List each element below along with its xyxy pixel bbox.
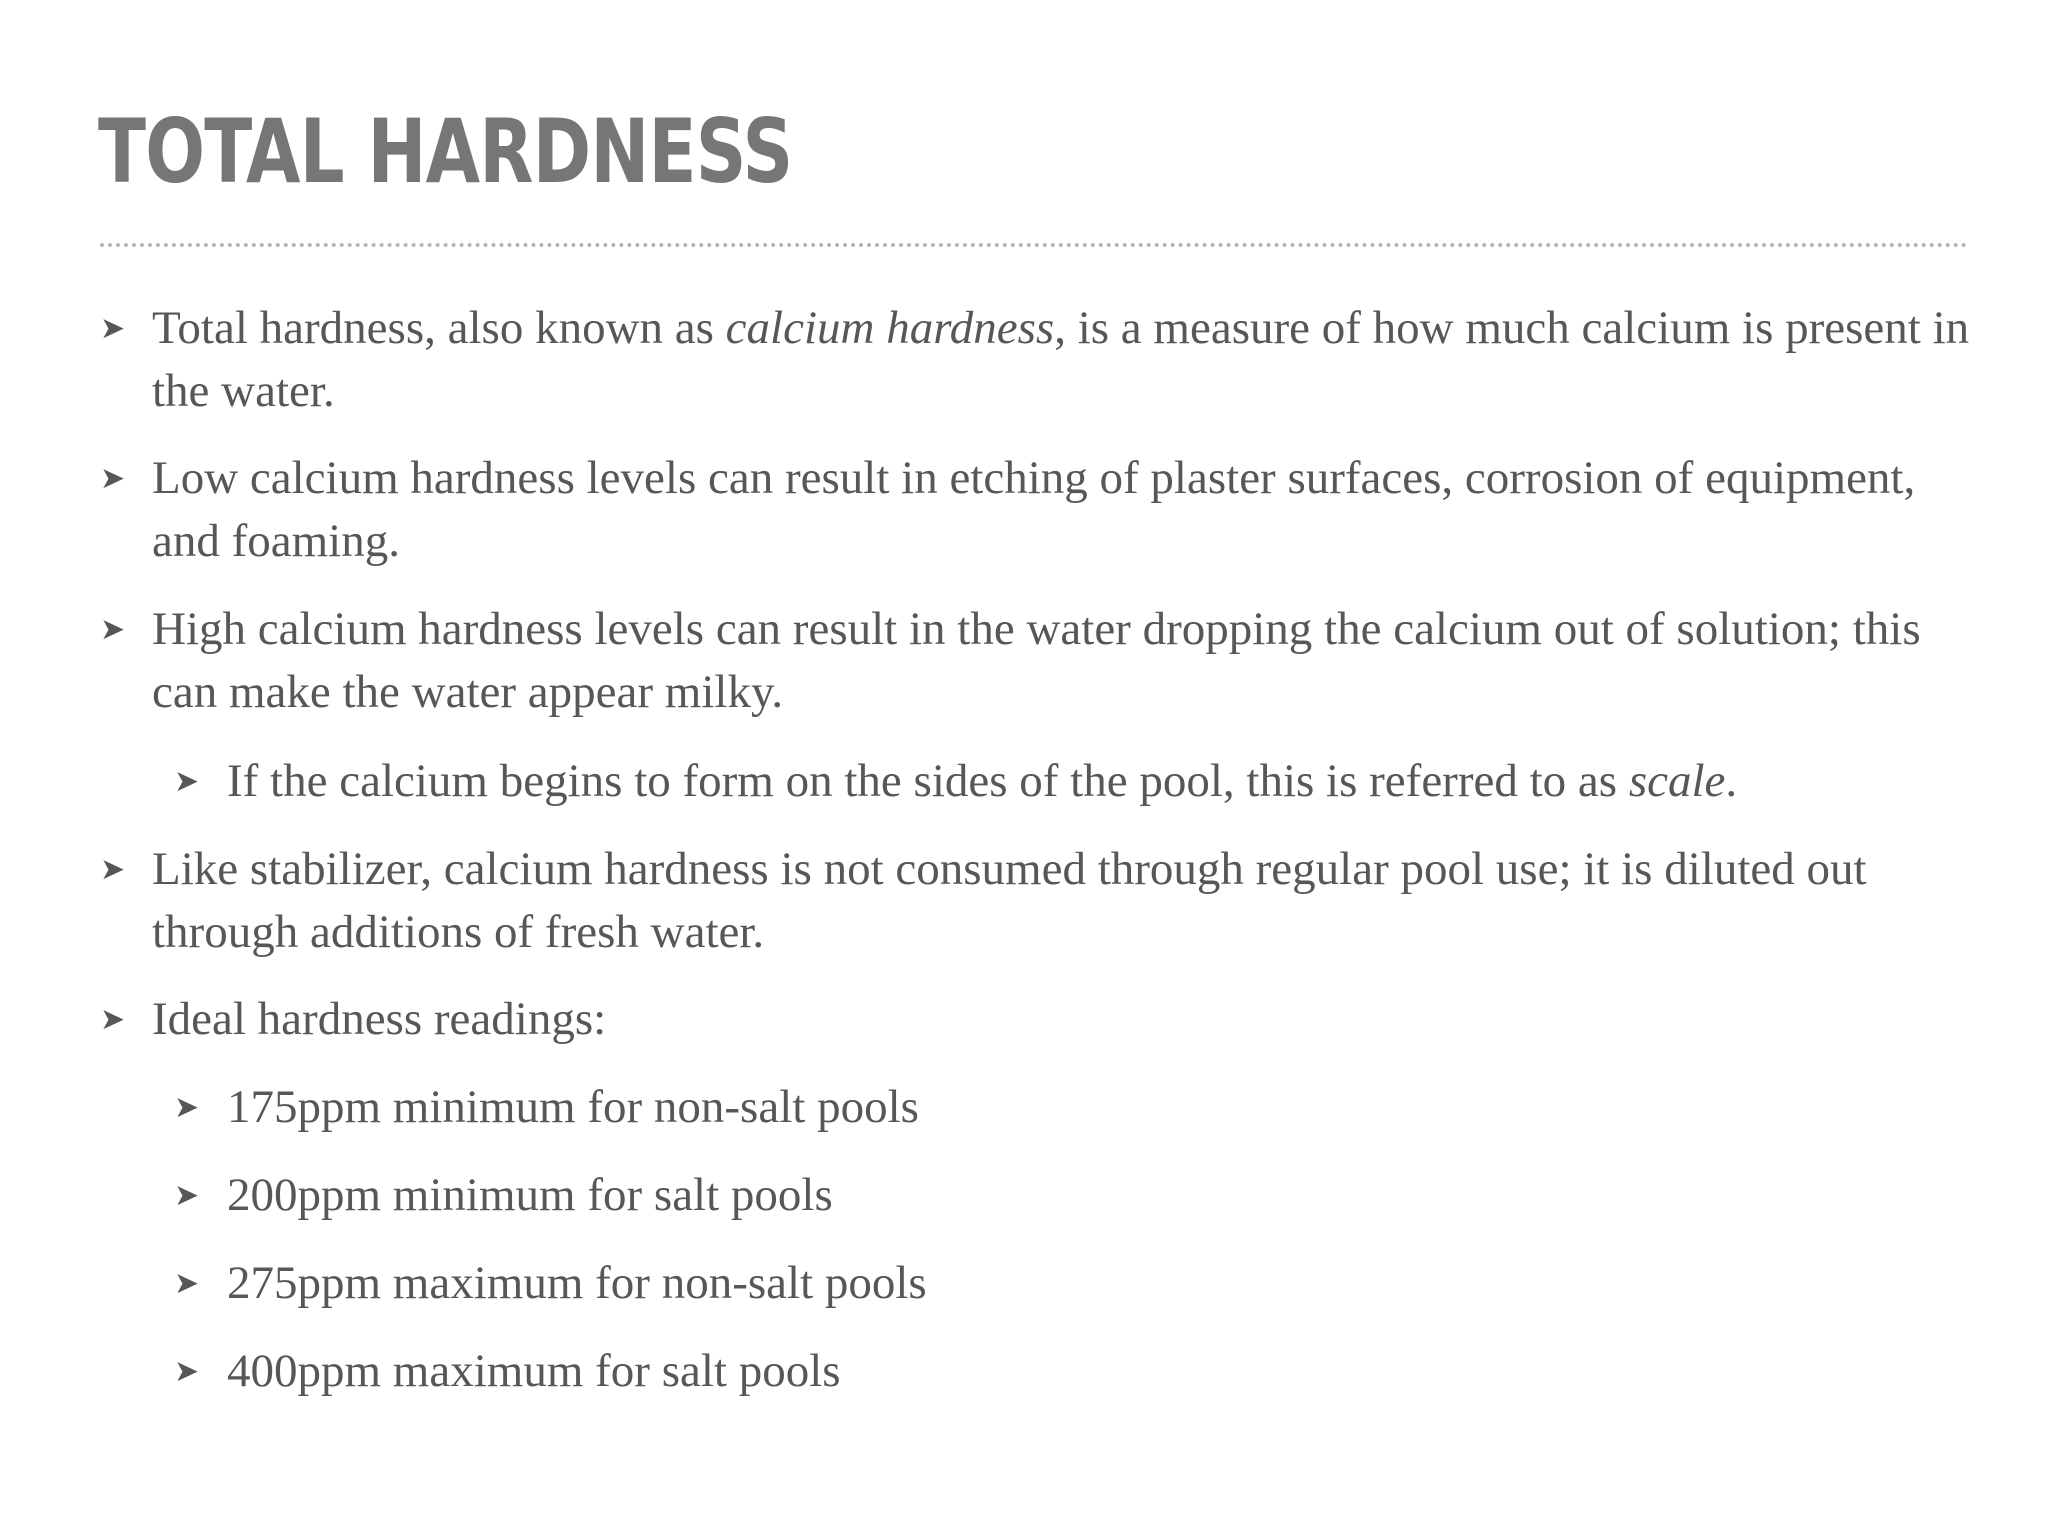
bullet-text-part: 275ppm maximum for non-salt pools [227,1257,927,1309]
arrowhead-bullet-icon: ➤ [174,1354,200,1389]
bullet-text-part: Total hardness, also known as [152,302,726,354]
title-dotted-divider [100,243,1968,247]
bullet-text-part: . [1725,755,1738,807]
bullet-item [100,447,1972,573]
bullet-text [227,1345,841,1397]
arrowhead-bullet-icon: ➤ [100,311,126,346]
bullet-text-part: Like stabilizer, calcium hardness is not consumed through regular pool use; it is diluted out through additions of fresh water. [152,843,1867,958]
sub-bullet-item [174,1252,1972,1315]
bullet-item [100,297,1972,423]
bullet-item [100,838,1972,964]
arrowhead-bullet-icon: ➤ [100,461,126,496]
bullet-text-part: If the calcium begins to form on the sides of the pool, this is referred to as [227,755,1629,807]
bullet-item [100,598,1972,724]
bullet-text-part: 400ppm maximum for salt pools [227,1345,841,1397]
arrowhead-bullet-icon: ➤ [100,1002,126,1037]
bullet-text [227,755,1737,807]
bullet-text [152,993,606,1045]
bullet-item [100,988,1972,1051]
bullet-text [152,302,1969,417]
bullet-text-italic: calcium hardness [725,302,1055,354]
arrowhead-bullet-icon: ➤ [174,764,200,799]
arrowhead-bullet-icon: ➤ [100,852,126,887]
arrowhead-bullet-icon: ➤ [174,1178,200,1213]
sub-bullet-item [174,750,1972,813]
bullet-text-part: 175ppm minimum for non-salt pools [227,1081,919,1133]
sub-bullet-item [174,1340,1972,1403]
bullet-text [227,1257,927,1309]
arrowhead-bullet-icon: ➤ [100,612,126,647]
bullet-text [227,1169,833,1221]
bullet-text [152,843,1867,958]
sub-bullet-item [174,1164,1972,1227]
bullet-text-part: Low calcium hardness levels can result in etching of plaster surfaces, corrosion of equipment, and foaming. [152,452,1916,567]
bullet-text-part: , is a measure of how much calcium is present in the water. [152,302,1970,417]
arrowhead-bullet-icon: ➤ [174,1090,200,1125]
arrowhead-bullet-icon: ➤ [174,1266,200,1301]
bullet-text-part: 200ppm minimum for salt pools [227,1169,833,1221]
bullet-text-part: Ideal hardness readings: [152,993,607,1045]
bullet-text [227,1081,919,1133]
bullet-text-italic: scale [1628,755,1726,807]
bullet-text-part: High calcium hardness levels can result in the water dropping the calcium out of solution; this can make the water appear milky. [152,603,1921,718]
bullet-text [152,603,1921,718]
sub-bullet-item [174,1076,1972,1139]
bullet-text [152,452,1915,567]
slide-title: TOTAL HARDNESS [98,100,793,203]
